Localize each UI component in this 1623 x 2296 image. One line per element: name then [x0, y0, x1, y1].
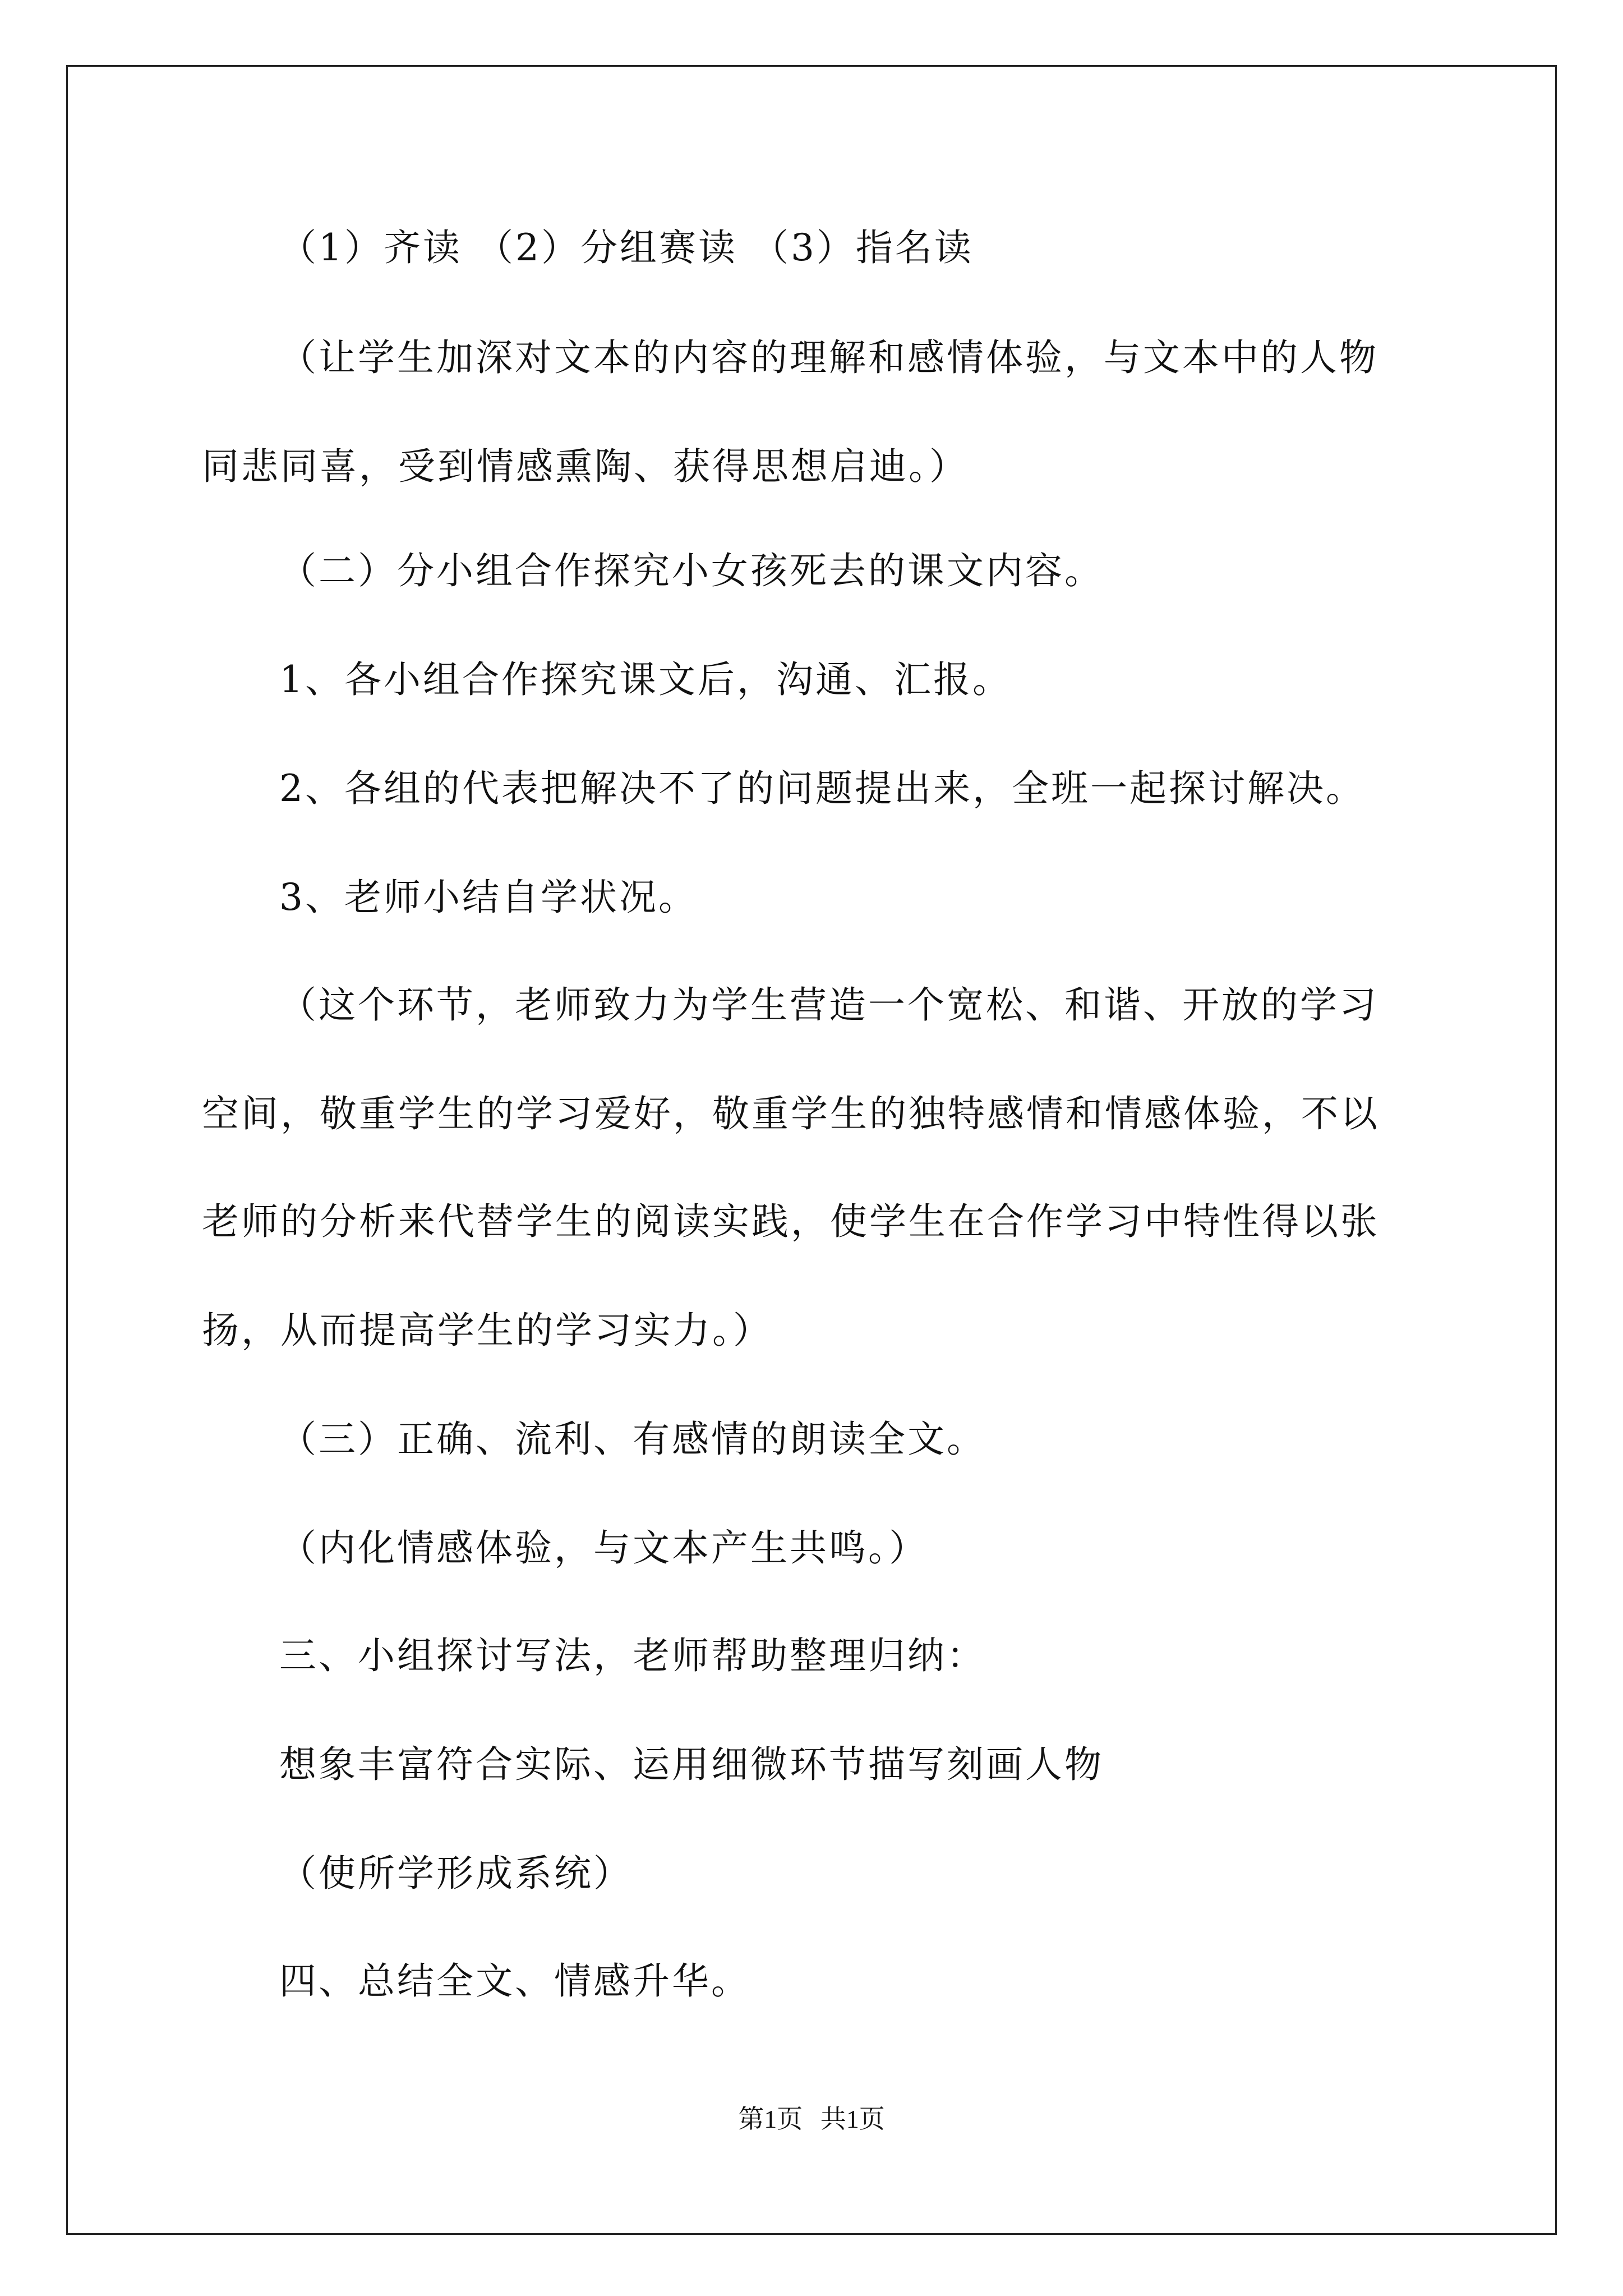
- text-line: 想象丰富符合实际、运用细微环节描写刻画人物: [279, 1743, 1104, 1786]
- text-line: 2、各组的代表把解决不了的问题提出来，全班一起探讨解决。: [279, 767, 1365, 810]
- text-line: 老师的分析来代替学生的阅读实践，使学生在合作学习中特性得以张: [202, 1200, 1380, 1243]
- text-line: 同悲同喜，受到情感熏陶、获得思想启迪。）: [202, 445, 969, 488]
- text-line: 扬，从而提高学生的学习实力。）: [202, 1309, 772, 1352]
- page-number: 第1页: [738, 2105, 803, 2133]
- page-total: 共1页: [820, 2105, 885, 2133]
- text-line: （内化情感体验，与文本产生共鸣。）: [279, 1526, 928, 1570]
- text-line: （使所学形成系统）: [279, 1852, 633, 1895]
- text-line: （三）正确、流利、有感情的朗读全文。: [279, 1418, 986, 1461]
- text-line: （二）分小组合作探究小女孩死去的课文内容。: [279, 549, 1104, 592]
- text-line: （这个环节，老师致力为学生营造一个宽松、和谐、开放的学习: [279, 983, 1378, 1027]
- text-line: 四、总结全文、情感升华。: [279, 1959, 750, 2003]
- text-line: 空间，敬重学生的学习爱好，敬重学生的独特感情和情感体验，不以: [202, 1092, 1380, 1135]
- text-line: 1、各小组合作探究课文后，沟通、汇报。: [279, 658, 1012, 701]
- text-line: 3、老师小结自学状况。: [279, 876, 698, 919]
- text-line: （让学生加深对文本的内容的理解和感情体验，与文本中的人物: [279, 336, 1378, 379]
- text-line: 三、小组探讨写法，老师帮助整理归纳：: [279, 1634, 986, 1677]
- page-border: [66, 65, 1557, 2235]
- text-line: （1）齐读 （2）分组赛读 （3）指名读: [279, 226, 974, 269]
- page-footer: [0, 2104, 1623, 2135]
